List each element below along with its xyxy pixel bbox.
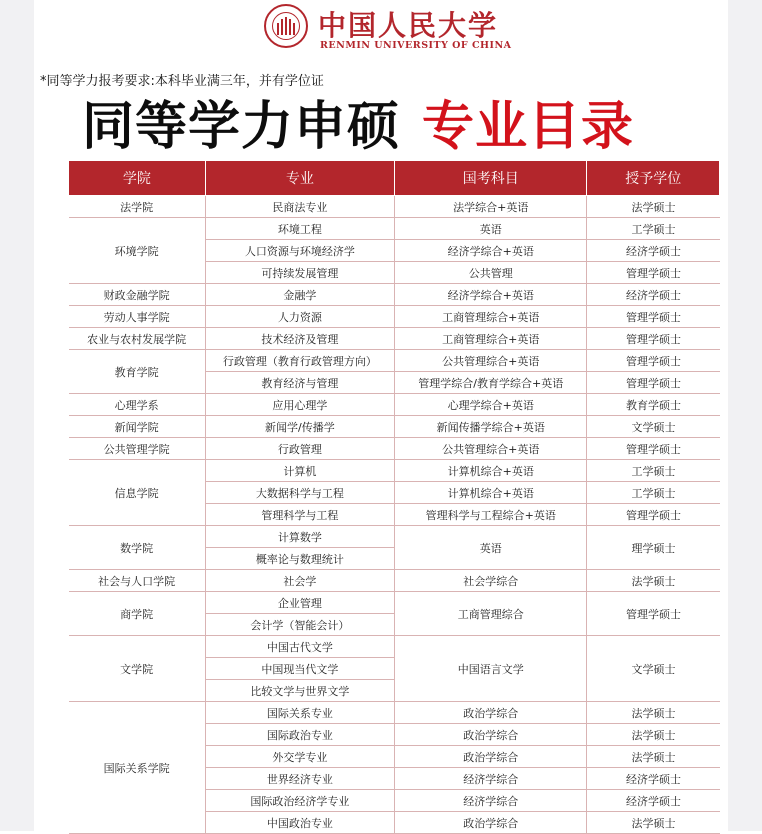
major-cell: 人口资源与环境经济学 (205, 240, 394, 262)
degree-cell: 经济学硕士 (587, 790, 720, 812)
table-row (69, 526, 720, 548)
degree-cell: 管理学硕士 (587, 438, 720, 460)
degree-cell: 文学硕士 (587, 416, 720, 438)
table-row (69, 218, 720, 240)
table-header-row (69, 161, 720, 196)
major-cell: 技术经济及管理 (205, 328, 394, 350)
university-name-en: RENMIN UNIVERSITY OF CHINA (320, 40, 512, 51)
title-black: 同等学力申硕 (82, 97, 401, 157)
major-cell: 会计学（智能会计） (205, 614, 394, 636)
major-cell: 世界经济专业 (205, 768, 394, 790)
college-cell: 环境学院 (69, 218, 206, 284)
exam-subject-cell: 计算机综合+英语 (395, 460, 587, 482)
university-name-cn: 中国人民大学 (318, 9, 499, 42)
exam-subject-cell: 社会学综合 (395, 570, 587, 592)
requirement-note: *同等学力报考要求:本科毕业满三年，并有学位证 (40, 74, 324, 89)
major-cell: 管理科学与工程 (205, 504, 394, 526)
degree-cell: 工学硕士 (587, 482, 720, 504)
header-exam-subjects: 国考科目 (395, 161, 587, 196)
degree-cell: 法学硕士 (587, 746, 720, 768)
table-row (69, 350, 720, 372)
table-row (69, 592, 720, 614)
degree-cell: 文学硕士 (587, 636, 720, 702)
table-row (69, 460, 720, 482)
page-title (82, 84, 634, 159)
degree-cell: 管理学硕士 (587, 504, 720, 526)
exam-subject-cell: 政治学综合 (395, 812, 587, 834)
major-cell: 国际政治专业 (205, 724, 394, 746)
degree-cell: 工学硕士 (587, 460, 720, 482)
exam-subject-cell: 政治学综合 (395, 702, 587, 724)
exam-subject-cell: 政治学综合 (395, 724, 587, 746)
exam-subject-cell: 心理学综合+英语 (395, 394, 587, 416)
degree-cell: 管理学硕士 (587, 306, 720, 328)
college-cell: 新闻学院 (69, 416, 206, 438)
table-row (69, 306, 720, 328)
table-row (69, 438, 720, 460)
major-cell: 计算机 (205, 460, 394, 482)
exam-subject-cell: 工商管理综合+英语 (395, 328, 587, 350)
major-cell: 环境工程 (205, 218, 394, 240)
major-table (68, 160, 720, 834)
college-cell: 社会与人口学院 (69, 570, 206, 592)
major-cell: 教育经济与管理 (205, 372, 394, 394)
title-red: 专业目录 (422, 97, 635, 157)
major-cell: 比较文学与世界文学 (205, 680, 394, 702)
major-cell: 中国现当代文学 (205, 658, 394, 680)
college-cell: 教育学院 (69, 350, 206, 394)
college-cell: 财政金融学院 (69, 284, 206, 306)
major-cell: 金融学 (205, 284, 394, 306)
degree-cell: 管理学硕士 (587, 328, 720, 350)
degree-cell: 法学硕士 (587, 812, 720, 834)
major-cell: 国际政治经济学专业 (205, 790, 394, 812)
college-cell: 文学院 (69, 636, 206, 702)
major-cell: 人力资源 (205, 306, 394, 328)
degree-cell: 管理学硕士 (587, 592, 720, 636)
document-page (34, 0, 728, 831)
exam-subject-cell: 公共管理综合+英语 (395, 438, 587, 460)
exam-subject-cell: 工商管理综合+英语 (395, 306, 587, 328)
major-cell: 企业管理 (205, 592, 394, 614)
table-row (69, 702, 720, 724)
right-margin (728, 0, 762, 831)
major-cell: 中国政治专业 (205, 812, 394, 834)
exam-subject-cell: 新闻传播学综合+英语 (395, 416, 587, 438)
major-cell: 行政管理 (205, 438, 394, 460)
college-cell: 数学院 (69, 526, 206, 570)
table-row (69, 328, 720, 350)
college-cell: 心理学系 (69, 394, 206, 416)
exam-subject-cell: 中国语言文学 (395, 636, 587, 702)
table-row (69, 570, 720, 592)
left-margin (0, 0, 34, 831)
university-seal-icon (264, 4, 308, 48)
table-body (69, 196, 720, 834)
exam-subject-cell: 政治学综合 (395, 746, 587, 768)
major-cell: 中国古代文学 (205, 636, 394, 658)
degree-cell: 工学硕士 (587, 218, 720, 240)
table-row (69, 394, 720, 416)
degree-cell: 法学硕士 (587, 724, 720, 746)
exam-subject-cell: 经济学综合 (395, 790, 587, 812)
degree-cell: 理学硕士 (587, 526, 720, 570)
table-row (69, 416, 720, 438)
table-row (69, 636, 720, 658)
major-cell: 民商法专业 (205, 196, 394, 218)
exam-subject-cell: 英语 (395, 526, 587, 570)
major-cell: 行政管理（教育行政管理方向） (205, 350, 394, 372)
exam-subject-cell: 经济学综合+英语 (395, 240, 587, 262)
college-cell: 法学院 (69, 196, 206, 218)
major-cell: 计算数学 (205, 526, 394, 548)
exam-subject-cell: 经济学综合+英语 (395, 284, 587, 306)
header-degree: 授予学位 (587, 161, 720, 196)
exam-subject-cell: 计算机综合+英语 (395, 482, 587, 504)
exam-subject-cell: 英语 (395, 218, 587, 240)
major-cell: 应用心理学 (205, 394, 394, 416)
major-cell: 大数据科学与工程 (205, 482, 394, 504)
header-major: 专业 (205, 161, 394, 196)
college-cell: 信息学院 (69, 460, 206, 526)
college-cell: 农业与农村发展学院 (69, 328, 206, 350)
degree-cell: 法学硕士 (587, 570, 720, 592)
degree-cell: 教育学硕士 (587, 394, 720, 416)
major-cell: 可持续发展管理 (205, 262, 394, 284)
exam-subject-cell: 管理科学与工程综合+英语 (395, 504, 587, 526)
college-cell: 劳动人事学院 (69, 306, 206, 328)
major-cell: 社会学 (205, 570, 394, 592)
exam-subject-cell: 经济学综合 (395, 768, 587, 790)
degree-cell: 管理学硕士 (587, 350, 720, 372)
exam-subject-cell: 管理学综合/教育学综合+英语 (395, 372, 587, 394)
exam-subject-cell: 公共管理 (395, 262, 587, 284)
degree-cell: 管理学硕士 (587, 372, 720, 394)
degree-cell: 经济学硕士 (587, 284, 720, 306)
degree-cell: 经济学硕士 (587, 240, 720, 262)
exam-subject-cell: 工商管理综合 (395, 592, 587, 636)
table-row (69, 284, 720, 306)
table-row (69, 196, 720, 218)
degree-cell: 管理学硕士 (587, 262, 720, 284)
college-cell: 公共管理学院 (69, 438, 206, 460)
major-cell: 外交学专业 (205, 746, 394, 768)
major-cell: 新闻学/传播学 (205, 416, 394, 438)
header-college: 学院 (69, 161, 206, 196)
college-cell: 国际关系学院 (69, 702, 206, 834)
major-cell: 概率论与数理统计 (205, 548, 394, 570)
exam-subject-cell: 公共管理综合+英语 (395, 350, 587, 372)
degree-cell: 经济学硕士 (587, 768, 720, 790)
degree-cell: 法学硕士 (587, 196, 720, 218)
college-cell: 商学院 (69, 592, 206, 636)
degree-cell: 法学硕士 (587, 702, 720, 724)
major-cell: 国际关系专业 (205, 702, 394, 724)
exam-subject-cell: 法学综合+英语 (395, 196, 587, 218)
